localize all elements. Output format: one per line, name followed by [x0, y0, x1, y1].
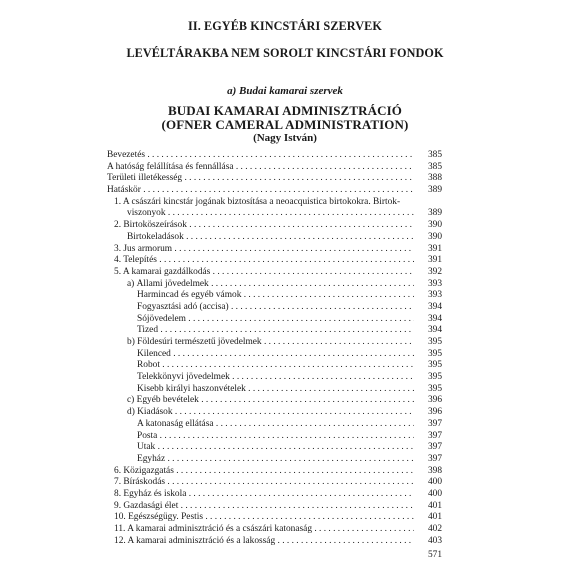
toc-entry-page: 390	[427, 231, 442, 242]
toc-row	[107, 244, 442, 256]
toc-entry-page: 385	[427, 161, 442, 172]
toc-entry-label: b) Földesúri természetű jövedelmek . . .	[127, 337, 414, 349]
toc-entry-label: 1. A császári kincstár jogának biztosítása a neoacquistica birtokokra. Birtok-	[114, 196, 401, 207]
toc-entry-page: 396	[427, 407, 442, 418]
toc-row	[107, 162, 442, 174]
toc-entry-page: 393	[427, 290, 442, 301]
toc-entry-label: d) Kiadások . . .	[127, 407, 414, 419]
toc-entry-label: Fogyasztási adó (accisa) . . .	[137, 302, 414, 314]
author-line: (Nagy István)	[253, 132, 317, 144]
toc-entry-page: 395	[427, 337, 442, 347]
toc-row	[107, 267, 442, 279]
toc-entry-label: 10. Egészségügy. Pestis . . .	[114, 512, 414, 524]
toc-entry-label: 8. Egyház és iskola . . .	[114, 489, 414, 501]
toc-entry-page: 389	[427, 208, 442, 219]
toc-row	[107, 185, 442, 197]
toc-entry-page: 400	[427, 477, 442, 488]
toc-entry-label: Posta . . .	[137, 431, 414, 443]
toc-entry-page: 394	[427, 301, 442, 312]
toc-row	[107, 150, 442, 162]
toc-entry-label: 2. Birtoköszeírások . . .	[114, 220, 414, 232]
toc-entry-page: 395	[427, 348, 442, 359]
toc-entry-page: 396	[427, 395, 442, 406]
toc-entry-page: 397	[427, 453, 442, 464]
toc-entry-page: 394	[427, 313, 442, 324]
table-of-contents	[107, 150, 442, 547]
toc-row	[107, 325, 442, 337]
toc-entry-label: A hatóság felállítása és fennállása . . .	[107, 162, 414, 174]
toc-entry-page: 388	[427, 173, 442, 184]
toc-row	[107, 220, 442, 232]
toc-entry-page: 398	[427, 465, 442, 476]
toc-entry-label: Kilenced . . .	[137, 349, 414, 361]
toc-entry-label: 5. A kamarai gazdálkodás . . .	[114, 267, 414, 279]
toc-entry-page: 397	[427, 430, 442, 441]
toc-row	[107, 279, 442, 291]
subsection-title: LEVÉLTÁRAKBA NEM SOROLT KINCSTÁRI FONDOK	[126, 46, 444, 60]
group-title: a) Budai kamarai szervek	[227, 85, 343, 97]
toc-entry-label: Egyház . . .	[137, 454, 414, 466]
toc-entry-page: 395	[427, 383, 442, 394]
toc-entry-label: c) Egyéb bevételek . . .	[127, 395, 414, 407]
toc-row	[107, 173, 442, 185]
page-number: 571	[427, 550, 442, 560]
toc-entry-page: 392	[427, 266, 442, 277]
toc-row	[107, 197, 442, 209]
toc-entry-page: 402	[427, 524, 442, 534]
toc-row	[107, 384, 442, 396]
toc-row	[107, 232, 442, 244]
toc-row	[107, 395, 442, 407]
toc-row	[107, 407, 442, 419]
toc-row	[107, 512, 442, 524]
toc-entry-page: 389	[427, 185, 442, 196]
toc-entry-label: 6. Közigazgatás . . .	[114, 466, 414, 478]
toc-entry-label: a) Állami jövedelmek . . .	[127, 279, 414, 291]
toc-entry-label: Harmincad és egyéb vámok . . .	[137, 290, 414, 302]
toc-row	[107, 290, 442, 302]
toc-row	[107, 454, 442, 466]
toc-row	[107, 208, 442, 220]
toc-row	[107, 349, 442, 361]
toc-entry-label: 9. Gazdasági élet . . .	[114, 501, 414, 513]
office-title-german: (OFNER CAMERAL ADMINISTRATION)	[161, 117, 409, 132]
toc-row	[107, 466, 442, 478]
toc-row	[107, 314, 442, 326]
toc-row	[107, 489, 442, 501]
toc-entry-label: Bevezetés . . .	[107, 150, 414, 162]
toc-entry-label: viszonyok . . .	[127, 208, 414, 220]
toc-entry-page: 391	[427, 243, 442, 254]
section-title: II. EGYÉB KINCSTÁRI SZERVEK	[188, 19, 382, 33]
toc-entry-label: Sójövedelem . . .	[137, 314, 414, 326]
office-title: BUDAI KAMARAI ADMINISZTRÁCIÓ	[168, 103, 402, 118]
toc-row	[107, 524, 442, 536]
toc-entry-label: 12. A kamarai adminisztráció és a lakosság . . .	[114, 536, 414, 548]
toc-entry-label: 4. Telepítés . . .	[114, 255, 414, 267]
toc-entry-label: 11. A kamarai adminisztráció és a császári katonaság . . .	[114, 524, 414, 536]
toc-row	[107, 419, 442, 431]
toc-entry-label: A katonaság ellátása . . .	[137, 419, 414, 431]
toc-entry-label: Utak . . .	[137, 442, 414, 454]
toc-entry-page: 394	[427, 325, 442, 336]
toc-entry-page: 385	[427, 150, 442, 160]
toc-entry-label: Területi illetékesség . . .	[107, 173, 414, 185]
toc-entry-label: Kisebb királyi haszonvételek . . .	[137, 384, 414, 396]
toc-row	[107, 477, 442, 489]
toc-entry-label: Telekkönyvi jövedelmek . . .	[137, 372, 414, 384]
toc-row	[107, 337, 442, 349]
toc-entry-label: Robot . . .	[137, 360, 414, 372]
toc-entry-page: 391	[427, 255, 442, 266]
toc-entry-page: 397	[427, 418, 442, 429]
toc-row	[107, 255, 442, 267]
toc-row	[107, 501, 442, 513]
toc-entry-label: 7. Bíráskodás . . .	[114, 477, 414, 489]
toc-row	[107, 360, 442, 372]
toc-entry-label: Birtokeladások . . .	[127, 232, 414, 244]
toc-row	[107, 536, 442, 548]
toc-entry-page: 393	[427, 278, 442, 289]
toc-entry-label: 3. Jus armorum . . .	[114, 244, 414, 256]
toc-entry-page: 403	[427, 535, 442, 546]
toc-row	[107, 442, 442, 454]
toc-row	[107, 302, 442, 314]
toc-entry-page: 395	[427, 360, 442, 371]
toc-entry-page: 401	[427, 500, 442, 511]
toc-entry-page: 400	[427, 488, 442, 499]
toc-entry-page: 397	[427, 442, 442, 453]
toc-entry-label: Tized . . .	[137, 325, 414, 337]
toc-row	[107, 431, 442, 443]
toc-entry-label: Hatáskör . . .	[107, 185, 414, 197]
toc-entry-page: 401	[427, 512, 442, 523]
toc-row	[107, 372, 442, 384]
toc-entry-page: 390	[427, 220, 442, 231]
toc-entry-page: 395	[427, 372, 442, 383]
